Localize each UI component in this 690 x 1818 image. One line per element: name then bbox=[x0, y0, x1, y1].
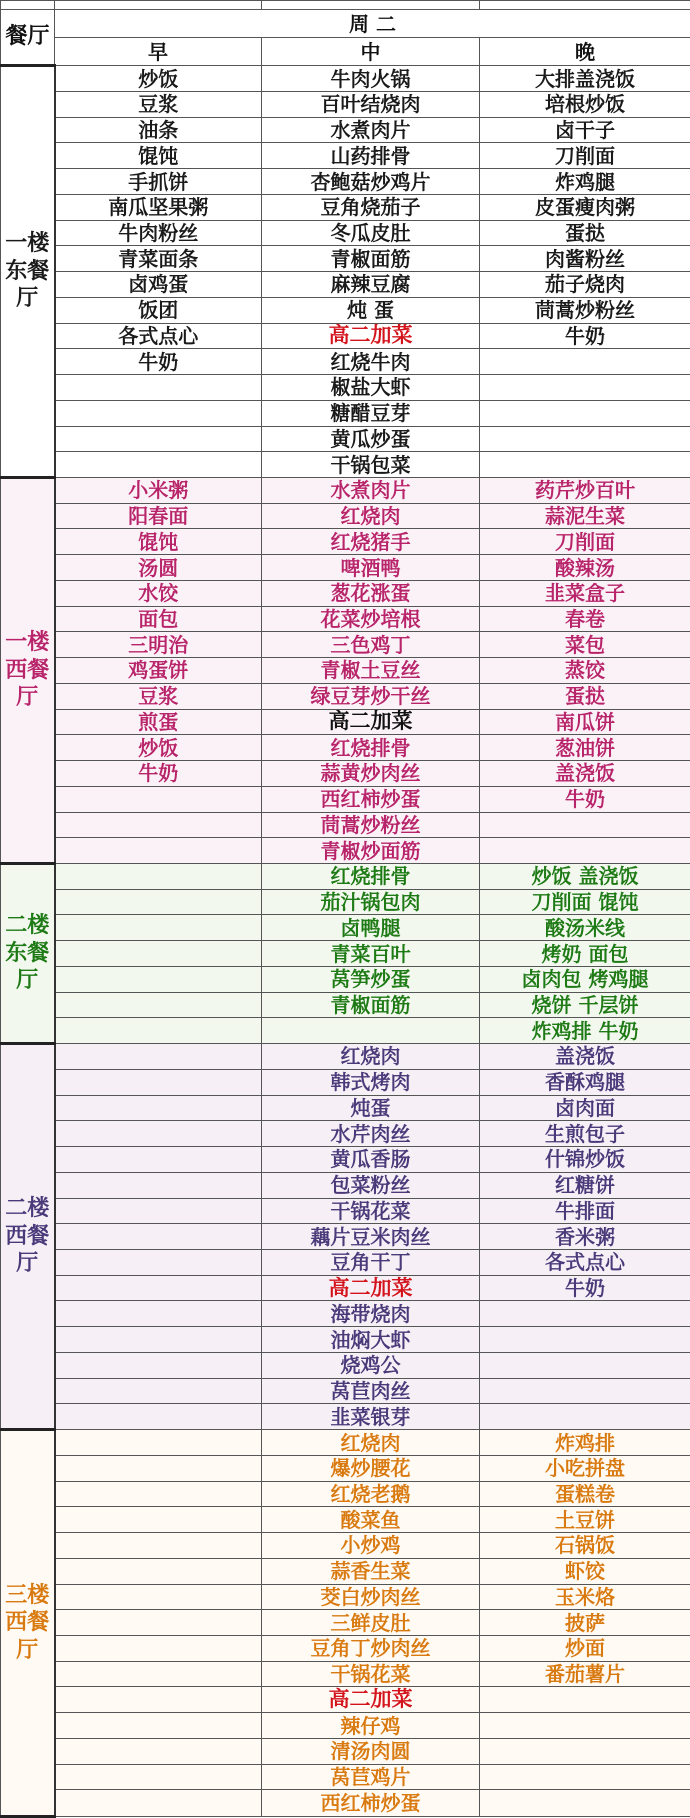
dish-breakfast: 牛奶 bbox=[55, 761, 262, 787]
dish-dinner: 卤肉面 bbox=[480, 1095, 690, 1121]
dish-lunch: 冬瓜皮肚 bbox=[262, 220, 480, 246]
top-strip-cell bbox=[262, 1, 480, 10]
dish-breakfast bbox=[55, 1301, 262, 1327]
dish-breakfast: 豆浆 bbox=[55, 683, 262, 709]
dish-dinner bbox=[480, 1301, 690, 1327]
dish-dinner: 南瓜饼 bbox=[480, 709, 690, 735]
dish-breakfast: 青菜面条 bbox=[55, 246, 262, 272]
dish-dinner: 红糖饼 bbox=[480, 1172, 690, 1198]
dish-dinner: 炸鸡排 牛奶 bbox=[480, 1018, 690, 1044]
dish-dinner: 炒面 bbox=[480, 1636, 690, 1662]
hall-name-east2: 二楼东餐厅 bbox=[1, 863, 55, 1043]
dish-dinner bbox=[480, 1327, 690, 1353]
dish-breakfast: 卤鸡蛋 bbox=[55, 272, 262, 298]
dish-dinner: 卤肉包 烤鸡腿 bbox=[480, 966, 690, 992]
dish-breakfast bbox=[55, 1584, 262, 1610]
dish-breakfast bbox=[55, 1327, 262, 1353]
menu-row bbox=[1, 1147, 690, 1173]
dish-lunch: 茼蒿炒粉丝 bbox=[262, 812, 480, 838]
dish-breakfast bbox=[55, 375, 262, 401]
menu-row bbox=[1, 194, 690, 220]
menu-row bbox=[1, 246, 690, 272]
dish-lunch: 烧鸡公 bbox=[262, 1352, 480, 1378]
menu-row bbox=[1, 529, 690, 555]
dish-dinner: 牛奶 bbox=[480, 323, 690, 349]
dish-lunch: 高二加菜 bbox=[262, 1275, 480, 1301]
dish-lunch: 豆角干丁 bbox=[262, 1250, 480, 1276]
menu-row bbox=[1, 1069, 690, 1095]
menu-row bbox=[1, 1378, 690, 1404]
dish-breakfast bbox=[55, 1481, 262, 1507]
dish-breakfast: 手抓饼 bbox=[55, 169, 262, 195]
menu-row bbox=[1, 1275, 690, 1301]
dish-breakfast bbox=[55, 786, 262, 812]
dish-breakfast bbox=[55, 1430, 262, 1456]
menu-row bbox=[1, 1095, 690, 1121]
dish-lunch: 青椒面筋 bbox=[262, 246, 480, 272]
dish-dinner: 土豆饼 bbox=[480, 1507, 690, 1533]
dish-lunch: 辣仔鸡 bbox=[262, 1713, 480, 1739]
dish-lunch: 牛肉火锅 bbox=[262, 66, 480, 92]
top-strip-cell bbox=[55, 1, 262, 10]
dish-dinner: 虾饺 bbox=[480, 1558, 690, 1584]
dish-dinner: 烧饼 千层饼 bbox=[480, 992, 690, 1018]
dish-lunch: 爆炒腰花 bbox=[262, 1455, 480, 1481]
dish-breakfast bbox=[55, 966, 262, 992]
dish-lunch: 莴笋炒蛋 bbox=[262, 966, 480, 992]
dish-dinner: 番茄薯片 bbox=[480, 1661, 690, 1687]
dish-breakfast bbox=[55, 1018, 262, 1044]
hall-column-header: 餐厅 bbox=[1, 10, 55, 66]
menu-row bbox=[1, 632, 690, 658]
menu-row bbox=[1, 889, 690, 915]
dish-breakfast: 牛肉粉丝 bbox=[55, 220, 262, 246]
dish-dinner: 什锦炒饭 bbox=[480, 1147, 690, 1173]
dish-lunch: 海带烧肉 bbox=[262, 1301, 480, 1327]
dish-dinner: 烤奶 面包 bbox=[480, 941, 690, 967]
dish-lunch: 山药排骨 bbox=[262, 143, 480, 169]
dish-dinner bbox=[480, 1352, 690, 1378]
menu-row bbox=[1, 838, 690, 864]
dish-dinner bbox=[480, 1738, 690, 1764]
dish-breakfast bbox=[55, 1790, 262, 1817]
dish-dinner: 酸汤米线 bbox=[480, 915, 690, 941]
dish-lunch: 小炒鸡 bbox=[262, 1533, 480, 1559]
header-meal-row bbox=[1, 38, 690, 66]
dish-lunch: 葱花涨蛋 bbox=[262, 580, 480, 606]
dish-dinner bbox=[480, 838, 690, 864]
menu-row bbox=[1, 400, 690, 426]
dish-dinner bbox=[480, 812, 690, 838]
dish-breakfast: 阳春面 bbox=[55, 503, 262, 529]
dish-dinner: 牛奶 bbox=[480, 1275, 690, 1301]
dish-lunch: 韭菜银芽 bbox=[262, 1404, 480, 1430]
dish-breakfast: 面包 bbox=[55, 606, 262, 632]
dish-breakfast bbox=[55, 1610, 262, 1636]
dish-breakfast: 馄饨 bbox=[55, 143, 262, 169]
hall-name-west2: 二楼西餐厅 bbox=[1, 1044, 55, 1430]
dish-lunch: 清汤肉圆 bbox=[262, 1738, 480, 1764]
menu-row bbox=[1, 1018, 690, 1044]
dish-dinner: 炸鸡排 bbox=[480, 1430, 690, 1456]
dish-lunch: 蒜黄炒肉丝 bbox=[262, 761, 480, 787]
dish-dinner bbox=[480, 1687, 690, 1713]
dish-lunch: 炖蛋 bbox=[262, 1095, 480, 1121]
dish-breakfast bbox=[55, 1738, 262, 1764]
dish-breakfast: 鸡蛋饼 bbox=[55, 658, 262, 684]
dish-lunch: 豆角烧茄子 bbox=[262, 194, 480, 220]
dish-lunch: 黄瓜香肠 bbox=[262, 1147, 480, 1173]
dish-dinner: 玉米烙 bbox=[480, 1584, 690, 1610]
hall-name-west3: 三楼西餐厅 bbox=[1, 1430, 55, 1817]
dish-breakfast bbox=[55, 1636, 262, 1662]
menu-row bbox=[1, 658, 690, 684]
menu-body bbox=[1, 1, 690, 1817]
dish-breakfast: 饭团 bbox=[55, 297, 262, 323]
menu-row bbox=[1, 1764, 690, 1790]
dish-lunch: 杏鲍菇炒鸡片 bbox=[262, 169, 480, 195]
dish-lunch: 三鲜皮肚 bbox=[262, 1610, 480, 1636]
menu-row bbox=[1, 915, 690, 941]
dish-lunch: 莴苣肉丝 bbox=[262, 1378, 480, 1404]
dish-dinner: 大排盖浇饭 bbox=[480, 66, 690, 92]
dish-breakfast: 馄饨 bbox=[55, 529, 262, 555]
menu-row bbox=[1, 426, 690, 452]
dish-breakfast bbox=[55, 1507, 262, 1533]
dish-dinner: 刀削面 bbox=[480, 529, 690, 555]
menu-row bbox=[1, 555, 690, 581]
dish-breakfast bbox=[55, 1095, 262, 1121]
hall-name-east1: 一楼东餐厅 bbox=[1, 66, 55, 478]
dish-dinner: 牛奶 bbox=[480, 786, 690, 812]
dish-breakfast bbox=[55, 1250, 262, 1276]
menu-row bbox=[1, 1636, 690, 1662]
menu-row bbox=[1, 375, 690, 401]
dish-dinner: 生煎包子 bbox=[480, 1121, 690, 1147]
dish-breakfast bbox=[55, 1198, 262, 1224]
menu-row bbox=[1, 1533, 690, 1559]
dish-lunch: 炖 蛋 bbox=[262, 297, 480, 323]
dish-lunch: 包菜粉丝 bbox=[262, 1172, 480, 1198]
menu-row bbox=[1, 169, 690, 195]
dish-lunch: 青椒土豆丝 bbox=[262, 658, 480, 684]
dish-lunch: 椒盐大虾 bbox=[262, 375, 480, 401]
menu-row bbox=[1, 786, 690, 812]
dish-breakfast: 炒饭 bbox=[55, 735, 262, 761]
dish-dinner: 蒸饺 bbox=[480, 658, 690, 684]
dish-lunch: 红烧牛肉 bbox=[262, 349, 480, 375]
dish-lunch: 红烧老鹅 bbox=[262, 1481, 480, 1507]
dish-lunch: 麻辣豆腐 bbox=[262, 272, 480, 298]
top-strip-row bbox=[1, 1, 690, 10]
dish-lunch: 酸菜鱼 bbox=[262, 1507, 480, 1533]
menu-row bbox=[1, 91, 690, 117]
dish-lunch: 高二加菜 bbox=[262, 1687, 480, 1713]
dish-dinner: 炸鸡腿 bbox=[480, 169, 690, 195]
dish-dinner: 蒜泥生菜 bbox=[480, 503, 690, 529]
lunch-header: 中 bbox=[262, 38, 480, 66]
dish-breakfast bbox=[55, 1558, 262, 1584]
dish-breakfast bbox=[55, 400, 262, 426]
header-day-row bbox=[1, 10, 690, 38]
dish-breakfast: 油条 bbox=[55, 117, 262, 143]
dish-dinner bbox=[480, 1713, 690, 1739]
menu-row bbox=[1, 1738, 690, 1764]
menu-row bbox=[1, 1558, 690, 1584]
dish-breakfast bbox=[55, 863, 262, 889]
dish-lunch: 韩式烤肉 bbox=[262, 1069, 480, 1095]
menu-row bbox=[1, 941, 690, 967]
dish-lunch: 干锅花菜 bbox=[262, 1198, 480, 1224]
menu-row bbox=[1, 992, 690, 1018]
dish-lunch bbox=[262, 1018, 480, 1044]
breakfast-header: 早 bbox=[55, 38, 262, 66]
dish-dinner: 香米粥 bbox=[480, 1224, 690, 1250]
dish-dinner bbox=[480, 426, 690, 452]
menu-row bbox=[1, 709, 690, 735]
dish-dinner: 韭菜盒子 bbox=[480, 580, 690, 606]
dish-breakfast: 汤圆 bbox=[55, 555, 262, 581]
dish-dinner: 石锅饭 bbox=[480, 1533, 690, 1559]
dish-lunch: 花菜炒培根 bbox=[262, 606, 480, 632]
dish-dinner: 小吃拼盘 bbox=[480, 1455, 690, 1481]
dish-breakfast bbox=[55, 452, 262, 478]
dish-dinner: 各式点心 bbox=[480, 1250, 690, 1276]
menu-row bbox=[1, 1687, 690, 1713]
menu-row bbox=[1, 1584, 690, 1610]
menu-row bbox=[1, 1661, 690, 1687]
dish-breakfast bbox=[55, 1687, 262, 1713]
menu-row bbox=[1, 143, 690, 169]
dish-dinner: 刀削面 bbox=[480, 143, 690, 169]
dish-dinner: 蛋挞 bbox=[480, 683, 690, 709]
dish-dinner: 刀削面 馄饨 bbox=[480, 889, 690, 915]
menu-row bbox=[1, 1404, 690, 1430]
dish-dinner: 培根炒饭 bbox=[480, 91, 690, 117]
dish-dinner bbox=[480, 452, 690, 478]
dish-lunch: 茄汁锅包肉 bbox=[262, 889, 480, 915]
menu-row bbox=[1, 761, 690, 787]
menu-row bbox=[1, 735, 690, 761]
dish-dinner: 香酥鸡腿 bbox=[480, 1069, 690, 1095]
menu-row bbox=[1, 503, 690, 529]
menu-row bbox=[1, 452, 690, 478]
menu-row bbox=[1, 1224, 690, 1250]
dish-dinner: 春卷 bbox=[480, 606, 690, 632]
dish-breakfast bbox=[55, 1044, 262, 1070]
dish-lunch: 高二加菜 bbox=[262, 709, 480, 735]
dish-lunch: 茭白炒肉丝 bbox=[262, 1584, 480, 1610]
dish-lunch: 红烧排骨 bbox=[262, 735, 480, 761]
menu-row bbox=[1, 1198, 690, 1224]
dish-lunch: 红烧排骨 bbox=[262, 863, 480, 889]
menu-row bbox=[1, 1790, 690, 1817]
menu-row bbox=[1, 477, 690, 503]
dish-lunch: 水芹肉丝 bbox=[262, 1121, 480, 1147]
dish-lunch: 黄瓜炒蛋 bbox=[262, 426, 480, 452]
dish-breakfast bbox=[55, 1069, 262, 1095]
menu-row bbox=[1, 580, 690, 606]
dish-lunch: 西红柿炒蛋 bbox=[262, 1790, 480, 1817]
menu-row bbox=[1, 683, 690, 709]
dish-dinner: 茄子烧肉 bbox=[480, 272, 690, 298]
dish-breakfast bbox=[55, 915, 262, 941]
dish-dinner: 药芹炒百叶 bbox=[480, 477, 690, 503]
menu-row bbox=[1, 1610, 690, 1636]
hall-name-west1: 一楼西餐厅 bbox=[1, 477, 55, 863]
dish-lunch: 三色鸡丁 bbox=[262, 632, 480, 658]
dish-dinner bbox=[480, 1790, 690, 1817]
dish-breakfast bbox=[55, 426, 262, 452]
menu-row bbox=[1, 1301, 690, 1327]
dish-breakfast: 各式点心 bbox=[55, 323, 262, 349]
menu-row bbox=[1, 966, 690, 992]
dish-dinner: 酸辣汤 bbox=[480, 555, 690, 581]
dish-lunch: 糖醋豆芽 bbox=[262, 400, 480, 426]
menu-row bbox=[1, 1713, 690, 1739]
dish-breakfast bbox=[55, 1455, 262, 1481]
dish-breakfast bbox=[55, 1661, 262, 1687]
menu-row bbox=[1, 1250, 690, 1276]
dish-breakfast: 炒饭 bbox=[55, 66, 262, 92]
dish-dinner bbox=[480, 1764, 690, 1790]
top-strip-cell bbox=[1, 1, 55, 10]
dinner-header: 晚 bbox=[480, 38, 690, 66]
dish-breakfast: 水饺 bbox=[55, 580, 262, 606]
dish-dinner: 披萨 bbox=[480, 1610, 690, 1636]
menu-row bbox=[1, 272, 690, 298]
dish-dinner bbox=[480, 349, 690, 375]
dish-dinner bbox=[480, 375, 690, 401]
dish-lunch: 豆角丁炒肉丝 bbox=[262, 1636, 480, 1662]
menu-row bbox=[1, 1327, 690, 1353]
dish-dinner: 盖浇饭 bbox=[480, 1044, 690, 1070]
dish-lunch: 干锅花菜 bbox=[262, 1661, 480, 1687]
menu-row bbox=[1, 220, 690, 246]
menu-row bbox=[1, 349, 690, 375]
dish-lunch: 油焖大虾 bbox=[262, 1327, 480, 1353]
menu-row bbox=[1, 1044, 690, 1070]
dish-dinner: 葱油饼 bbox=[480, 735, 690, 761]
dish-lunch: 卤鸭腿 bbox=[262, 915, 480, 941]
dish-lunch: 红烧肉 bbox=[262, 503, 480, 529]
menu-row bbox=[1, 1352, 690, 1378]
dish-lunch: 莴苣鸡片 bbox=[262, 1764, 480, 1790]
dish-dinner: 盖浇饭 bbox=[480, 761, 690, 787]
dish-lunch: 水煮肉片 bbox=[262, 477, 480, 503]
top-strip-cell bbox=[480, 1, 690, 10]
menu-row bbox=[1, 117, 690, 143]
dish-dinner bbox=[480, 1404, 690, 1430]
dish-lunch: 水煮肉片 bbox=[262, 117, 480, 143]
dish-breakfast bbox=[55, 1121, 262, 1147]
dish-lunch: 青菜百叶 bbox=[262, 941, 480, 967]
dish-breakfast: 牛奶 bbox=[55, 349, 262, 375]
dish-lunch: 藕片豆米肉丝 bbox=[262, 1224, 480, 1250]
dish-breakfast bbox=[55, 1172, 262, 1198]
dish-dinner bbox=[480, 400, 690, 426]
dish-lunch: 百叶结烧肉 bbox=[262, 91, 480, 117]
dish-breakfast bbox=[55, 1352, 262, 1378]
dish-breakfast: 南瓜坚果粥 bbox=[55, 194, 262, 220]
dish-breakfast: 三明治 bbox=[55, 632, 262, 658]
dish-dinner: 牛排面 bbox=[480, 1198, 690, 1224]
menu-row bbox=[1, 66, 690, 92]
dish-lunch: 红烧猪手 bbox=[262, 529, 480, 555]
dish-dinner: 卤干子 bbox=[480, 117, 690, 143]
dish-lunch: 啤酒鸭 bbox=[262, 555, 480, 581]
menu-row bbox=[1, 297, 690, 323]
dish-breakfast bbox=[55, 941, 262, 967]
dish-lunch: 青椒炒面筋 bbox=[262, 838, 480, 864]
dish-breakfast bbox=[55, 992, 262, 1018]
menu-row bbox=[1, 863, 690, 889]
dish-dinner: 皮蛋瘦肉粥 bbox=[480, 194, 690, 220]
dish-lunch: 西红柿炒蛋 bbox=[262, 786, 480, 812]
menu-row bbox=[1, 1455, 690, 1481]
dish-breakfast bbox=[55, 1275, 262, 1301]
dish-lunch: 红烧肉 bbox=[262, 1430, 480, 1456]
dish-dinner: 蛋挞 bbox=[480, 220, 690, 246]
menu-row bbox=[1, 323, 690, 349]
menu-row bbox=[1, 1507, 690, 1533]
dish-breakfast: 豆浆 bbox=[55, 91, 262, 117]
menu-row bbox=[1, 1121, 690, 1147]
dish-breakfast bbox=[55, 1713, 262, 1739]
dish-lunch: 干锅包菜 bbox=[262, 452, 480, 478]
dish-dinner: 蛋糕卷 bbox=[480, 1481, 690, 1507]
dish-breakfast: 煎蛋 bbox=[55, 709, 262, 735]
dish-breakfast bbox=[55, 1224, 262, 1250]
dish-dinner: 肉酱粉丝 bbox=[480, 246, 690, 272]
menu-row bbox=[1, 606, 690, 632]
dish-dinner: 菜包 bbox=[480, 632, 690, 658]
dish-breakfast bbox=[55, 838, 262, 864]
dish-breakfast: 小米粥 bbox=[55, 477, 262, 503]
dish-breakfast bbox=[55, 1147, 262, 1173]
dish-breakfast bbox=[55, 889, 262, 915]
dish-breakfast bbox=[55, 1378, 262, 1404]
dish-dinner: 茼蒿炒粉丝 bbox=[480, 297, 690, 323]
menu-row bbox=[1, 1481, 690, 1507]
dish-dinner bbox=[480, 1378, 690, 1404]
dish-lunch: 绿豆芽炒干丝 bbox=[262, 683, 480, 709]
dish-breakfast bbox=[55, 1404, 262, 1430]
menu-row bbox=[1, 1172, 690, 1198]
dish-breakfast bbox=[55, 1533, 262, 1559]
day-header: 周 二 bbox=[55, 10, 690, 38]
dish-dinner: 炒饭 盖浇饭 bbox=[480, 863, 690, 889]
dish-lunch: 青椒面筋 bbox=[262, 992, 480, 1018]
menu-row bbox=[1, 1430, 690, 1456]
dish-lunch: 红烧肉 bbox=[262, 1044, 480, 1070]
dish-breakfast bbox=[55, 1764, 262, 1790]
dish-lunch: 蒜香生菜 bbox=[262, 1558, 480, 1584]
dish-breakfast bbox=[55, 812, 262, 838]
menu-row bbox=[1, 812, 690, 838]
dish-lunch: 高二加菜 bbox=[262, 323, 480, 349]
